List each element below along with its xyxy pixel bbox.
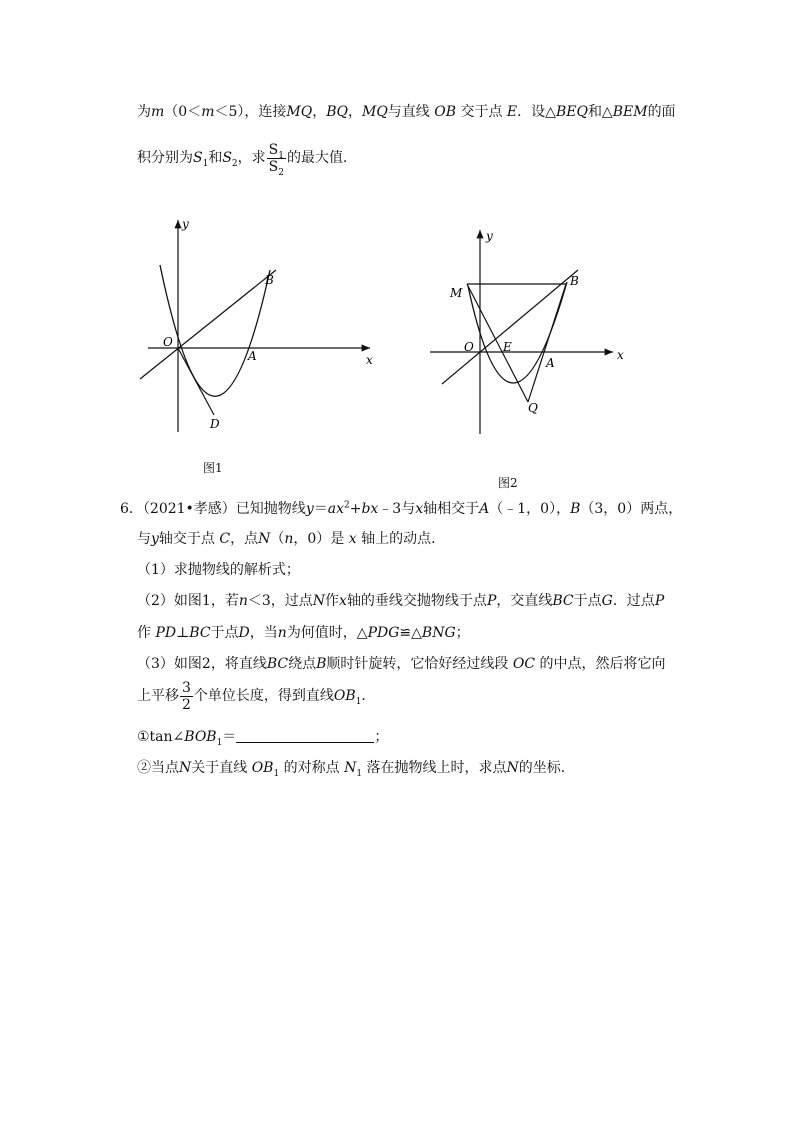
label-b: B — [570, 274, 579, 288]
var-y: y — [151, 531, 159, 547]
parabola — [160, 265, 270, 396]
subquestion-1 — [137, 727, 388, 747]
var-n: N — [179, 760, 192, 776]
var-p: P — [486, 593, 497, 609]
subscript: 2 — [278, 167, 284, 178]
var-oc: OC — [512, 656, 536, 672]
fraction-3-2 — [180, 680, 193, 713]
text: 轴的垂线交抛物线于点 — [346, 593, 487, 609]
var-y: y — [305, 501, 314, 517]
text: ，0）是 — [293, 531, 345, 547]
text: ． — [361, 688, 376, 704]
text: 上平移 — [137, 688, 179, 704]
label-b: B — [265, 273, 274, 287]
text: 为 — [137, 104, 151, 120]
text: 轴上的动点． — [361, 531, 446, 547]
text: 交于点 — [460, 104, 503, 120]
label-x: x — [366, 353, 373, 367]
label-m: M — [450, 286, 463, 300]
text: ； — [455, 625, 470, 641]
question-1 — [137, 560, 300, 580]
text: ，交直线 — [496, 593, 553, 609]
text: ≌△ — [399, 625, 422, 641]
text: ， — [312, 104, 327, 120]
var-g: G — [601, 593, 613, 609]
text: 于点 — [210, 625, 239, 641]
var-n-lower: n — [238, 593, 248, 609]
var-s2: S — [222, 150, 232, 166]
var-ob: OB — [333, 688, 356, 704]
var-x: x — [339, 593, 347, 609]
var-pdg: PDG — [367, 625, 400, 641]
text: 于点 — [573, 593, 602, 609]
question-3-line-1 — [137, 654, 666, 674]
text: 为何值时，△ — [286, 625, 368, 641]
prev-problem-line-1 — [137, 102, 676, 122]
var-x: x — [415, 501, 424, 517]
var-ob: OB — [251, 760, 274, 776]
var-pd: PD — [155, 625, 177, 641]
problem-source: （2021•孝感） — [142, 501, 236, 517]
var-e: E — [506, 104, 518, 120]
var-a: A — [479, 501, 490, 517]
text: ，点 — [230, 531, 259, 547]
text: ＝ — [313, 501, 328, 517]
var-mq: MQ — [286, 104, 313, 120]
frac-num: 3 — [182, 679, 191, 696]
label-o: O — [163, 335, 173, 349]
question-2-line-1 — [137, 591, 664, 611]
var-n-lower: n — [284, 531, 294, 547]
var-bem: BEM — [612, 104, 648, 120]
label-x: x — [617, 348, 624, 362]
var-bc: BC — [189, 625, 211, 641]
text: ，当 — [249, 625, 278, 641]
text: ①tan∠ — [137, 729, 185, 745]
figure-1-caption: 图1 — [203, 461, 223, 475]
text: （1）求抛物线的解析式； — [137, 562, 300, 578]
var-n: N — [506, 760, 519, 776]
figure-1 — [130, 210, 390, 450]
var-d: D — [238, 625, 250, 641]
subquestion-2 — [137, 758, 575, 778]
text: 的中点，然后将它向 — [539, 656, 666, 672]
text: ，求 — [237, 150, 266, 166]
text: 作 — [325, 593, 340, 609]
text: 轴相交于 — [423, 501, 480, 517]
text: + — [349, 501, 362, 517]
text: （3，0）两点， — [580, 501, 683, 517]
var-bx: bx — [361, 501, 379, 517]
text: ⊥ — [176, 625, 190, 641]
segment-od — [178, 348, 214, 415]
segment-bq — [528, 284, 566, 402]
text: 作 — [137, 625, 151, 641]
text: 个单位长度，得到直线 — [193, 688, 334, 704]
var-m: m — [201, 104, 215, 120]
text: ②当点 — [137, 760, 179, 776]
label-e: E — [503, 340, 512, 354]
var-ob: OB — [434, 104, 457, 120]
segment-mq — [467, 284, 528, 402]
text: 积分别为 — [137, 150, 193, 166]
var-p: P — [654, 593, 665, 609]
var-bc: BC — [266, 656, 289, 672]
subscript: 1 — [355, 696, 362, 707]
problem6-line-1 — [120, 499, 682, 519]
text: 和 — [208, 150, 223, 166]
text: ； — [374, 729, 389, 745]
text: 的最大值． — [286, 150, 357, 166]
prev-problem-line-2 — [137, 138, 357, 178]
label-y: y — [486, 229, 493, 243]
var-ax: ax — [327, 501, 344, 517]
problem6-line-2 — [137, 529, 445, 549]
var-bng: BNG — [421, 625, 456, 641]
text: 绕点 — [288, 656, 317, 672]
subscript: 1 — [356, 768, 363, 779]
var-bq: BQ — [326, 104, 348, 120]
fraction-s1-s2 — [267, 141, 286, 178]
text: 关于直线 — [191, 760, 248, 776]
subscript: 2 — [231, 158, 238, 169]
var-n1: N — [344, 760, 357, 776]
text: 轴交于点 — [158, 531, 215, 547]
frac-den: 2 — [182, 696, 191, 713]
var-x: x — [348, 531, 357, 547]
text: ﹣3与 — [378, 501, 416, 517]
var-n-lower: n — [277, 625, 287, 641]
figure-2 — [420, 222, 640, 442]
question-3-line-2 — [137, 676, 375, 716]
superscript: 2 — [343, 500, 350, 511]
var-b: B — [570, 501, 581, 517]
text: 和△ — [587, 104, 613, 120]
var-n: N — [312, 593, 326, 609]
var-c: C — [219, 531, 231, 547]
text: 的对称点 — [283, 760, 340, 776]
question-2-line-2 — [137, 623, 470, 643]
text: （3）如图2，将直线 — [137, 656, 267, 672]
subscript: 1 — [278, 150, 284, 161]
var-n: N — [258, 531, 271, 547]
text: 与 — [137, 531, 151, 547]
text: 落在抛物线上时，求点 — [366, 760, 507, 776]
text: 顺时针旋转，它恰好经过线段 — [326, 656, 509, 672]
text: （﹣1，0）， — [489, 501, 571, 517]
label-o: O — [464, 340, 474, 354]
text: （0＜ — [164, 104, 202, 120]
text: 的坐标． — [518, 760, 575, 776]
var-s1: S — [193, 150, 203, 166]
frac-num: S — [268, 141, 279, 158]
text: 的面 — [647, 104, 676, 120]
var-bob: BOB — [184, 729, 217, 745]
var-mq: MQ — [361, 104, 388, 120]
subscript: 1 — [216, 737, 223, 748]
label-y: y — [182, 217, 189, 231]
label-d: D — [210, 417, 220, 431]
text: （ — [270, 531, 285, 547]
problem-number: 6． — [120, 501, 143, 517]
answer-blank[interactable] — [236, 728, 374, 743]
text: ＝ — [222, 729, 237, 745]
text: ＜5），连接 — [214, 104, 287, 120]
text: ．设△ — [517, 104, 556, 120]
figure-2-caption: 图2 — [498, 476, 518, 490]
text: （2）如图1，若 — [137, 593, 239, 609]
frac-den: S — [268, 158, 279, 175]
text: ．过点 — [612, 593, 655, 609]
label-a: A — [546, 356, 555, 370]
var-b: B — [316, 656, 327, 672]
text: ， — [347, 104, 362, 120]
label-q: Q — [528, 401, 538, 415]
text: 与直线 — [387, 104, 430, 120]
var-bc: BC — [552, 593, 574, 609]
text: 已知抛物线 — [235, 501, 306, 517]
var-beq: BEQ — [555, 104, 588, 120]
subscript: 1 — [273, 768, 280, 779]
label-a: A — [248, 349, 257, 363]
text: ＜3，过点 — [247, 593, 313, 609]
subscript: 1 — [202, 158, 209, 169]
var-m: m — [151, 104, 165, 120]
